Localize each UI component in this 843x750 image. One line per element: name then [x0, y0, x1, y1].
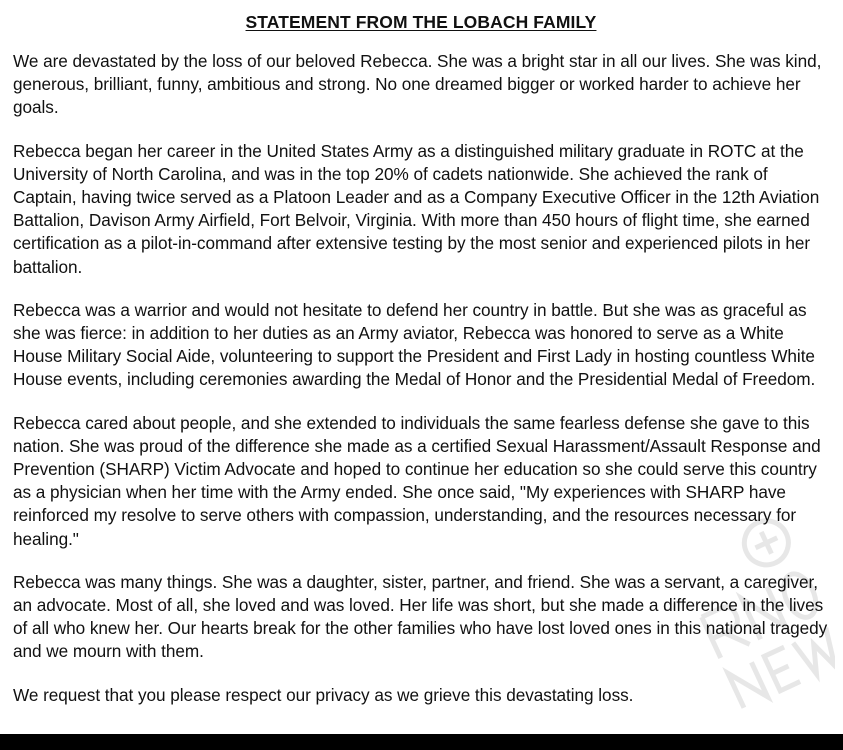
paragraph-loss: We are devastated by the loss of our beloved Rebecca. She was a bright star in all our lives. She was kind, generous, brilliant, funny, ambitious and strong. No one dreamed bigger or worked harder to achieve her goals. [13, 51, 822, 118]
document-title: STATEMENT FROM THE LOBACH FAMILY [245, 12, 597, 32]
paragraph-many-things: Rebecca was many things. She was a daughter, sister, partner, and friend. She was a servant, a caregiver, an advocate. Most of all, she loved and was loved. Her life was short, but she made a difference in the lives of all who knew her. Our hearts break for the other families who have lost loved ones in this national tragedy and we mourn with them. [13, 571, 828, 662]
paragraph-privacy-request: We request that you please respect our privacy as we grieve this devastating loss. [13, 684, 634, 705]
bottom-black-bar [0, 734, 843, 750]
paragraph-army-career: Rebecca began her career in the United States Army as a distinguished military graduate in ROTC at the University of North Carolina, and was in the top 20% of cadets nationwide. She achieved the rank of Captain, having twice served as a Platoon Leader and as a Company Executive Officer in the 12th Aviation Battalion, Davison Army Airfield, Fort Belvoir, Virginia. With more than 450 hours of flight time, she earned certification as a pilot-in-command after extensive testing by the most senior and experienced pilots in her battalion. [13, 140, 820, 277]
paragraph-sharp: Rebecca cared about people, and she extended to individuals the same fearless defense she gave to this nation. She was proud of the difference she made as a certified Sexual Harassment/Assault Response and Prevention (SHARP) Victim Advocate and hoped to continue her education so she could serve this country as a physician when her time with the Army ended. She once said, "My experiences with SHARP have reinforced my resolve to serve others with compassion, understanding, and the resources necessary for healing." [13, 412, 821, 549]
paragraph-white-house: Rebecca was a warrior and would not hesitate to defend her country in battle. But she was as graceful as she was fierce: in addition to her duties as an Army aviator, Rebecca was honored to serve as a White House Military Social Aide, volunteering to support the President and First Lady in hosting countless White House events, including ceremonies awarding the Medal of Honor and the Presidential Medal of Freedom. [13, 299, 816, 390]
